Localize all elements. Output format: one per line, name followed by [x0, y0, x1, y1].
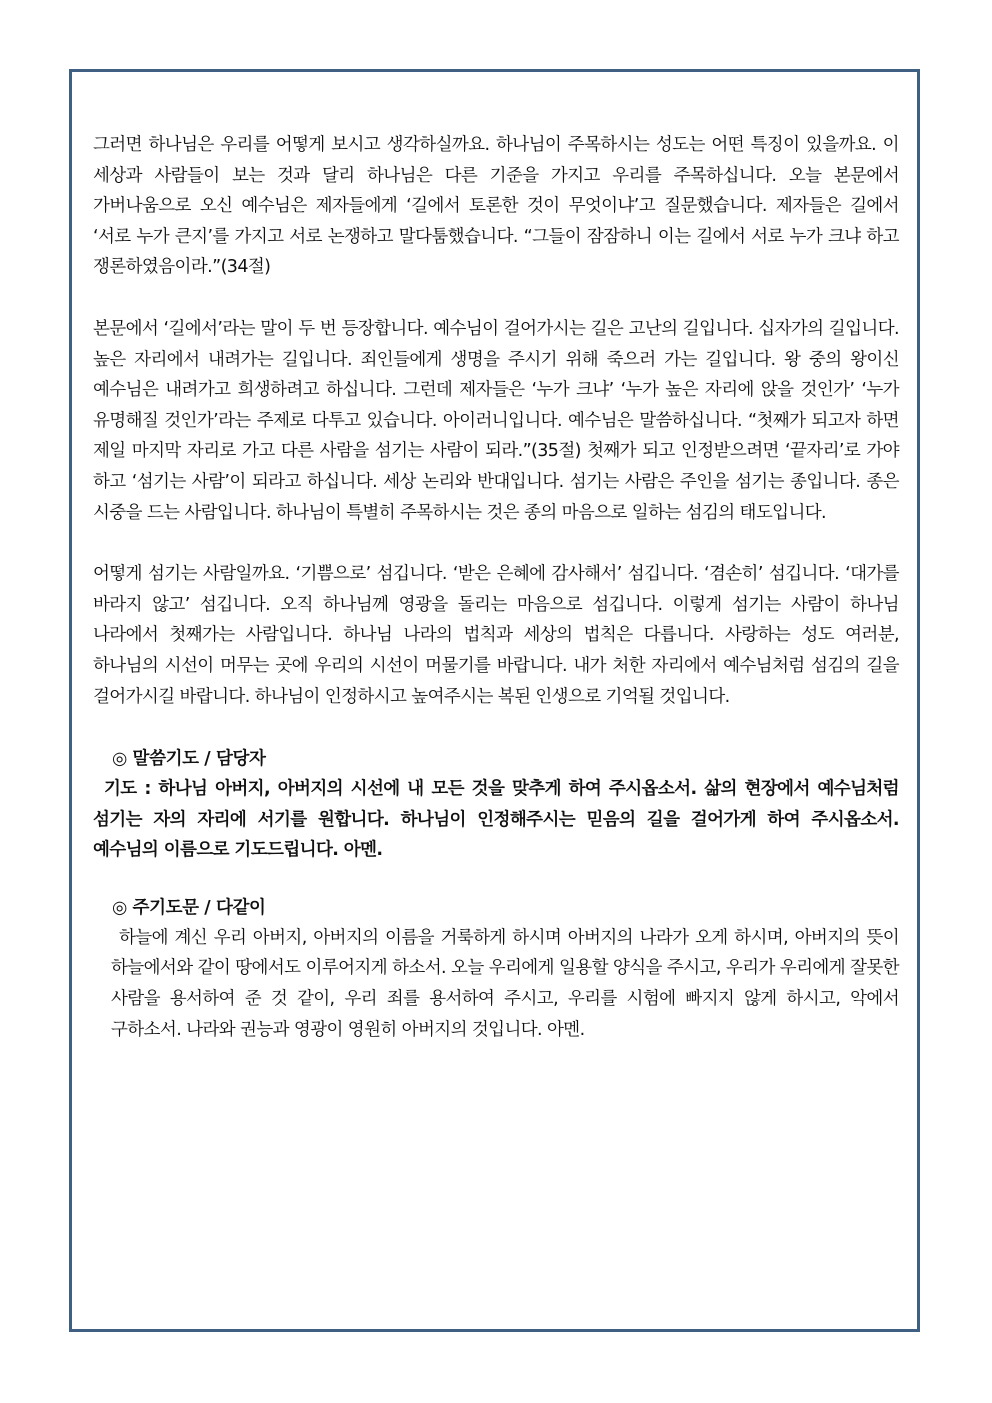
- prayer-title: ◎ 말씀기도 / 담당자: [112, 749, 266, 770]
- lords-prayer-section: [93, 893, 899, 1045]
- lords-prayer-title: ◎ 주기도문 / 다같이: [112, 897, 266, 918]
- prayer-section: [93, 744, 899, 866]
- document-body: [93, 130, 899, 1045]
- body-paragraph-2: 본문에서 ‘길에서’라는 말이 두 번 등장합니다. 예수님이 걸어가시는 길은 고난의 길입니다. 십자가의 길입니다. 높은 자리에서 내려가는 길입니다. 죄인들에게 생명을 주시기 위해 죽으러 가는 길입니다. 왕 중의 왕이신 예수님은 내려가고 희생하려고 하십니다. 그런데 제자들은 ‘누가 크냐’ ‘누가 높은 자리에 앉을 것인가’ ‘누가 유명해질 것인가’라는 주제로 다투고 있습니다. 아이러니입니다. 예수님은 말씀하십니다. “첫째가 되고자 하면 제일 마지막 자리로 가고 다른 사람을 섬기는 사람이 되라.”(35절) 첫째가 되고 인정받으려면 ‘끝자리’로 가야 하고 ‘섬기는 사람’이 되라고 하십니다. 세상 논리와 반대입니다. 섬기는 사람은 주인을 섬기는 종입니다. 종은 시중을 드는 사람입니다. 하나님이 특별히 주목하시는 것은 종의 마음으로 일하는 섬김의 태도입니다.: [93, 318, 899, 523]
- lords-prayer-text: 하늘에 계신 우리 아버지, 아버지의 이름을 거룩하게 하시며 아버지의 나라가 오게 하시며, 아버지의 뜻이 하늘에서와 같이 땅에서도 이루어지게 하소서. 오늘 우리에게 일용할 양식을 주시고, 우리가 우리에게 잘못한 사람을 용서하여 준 것 같이, 우리 죄를 용서하여 주시고, 우리를 시험에 빠지지 않게 하시고, 악에서 구하소서. 나라와 권능과 영광이 영원히 아버지의 것입니다. 아멘.: [111, 927, 899, 1040]
- body-paragraph-3: 어떻게 섬기는 사람일까요. ‘기쁨으로’ 섬깁니다. ‘받은 은혜에 감사해서’ 섬깁니다. ‘겸손히’ 섬깁니다. ‘대가를 바라지 않고’ 섬깁니다. 오직 하나님께 영광을 돌리는 마음으로 섬깁니다. 이렇게 섬기는 사람이 하나님 나라에서 첫째가는 사람입니다. 하나님 나라의 법칙과 세상의 법칙은 다릅니다. 사랑하는 성도 여러분, 하나님의 시선이 머무는 곳에 우리의 시선이 머물기를 바랍니다. 내가 처한 자리에서 예수님처럼 섬김의 길을 걸어가시길 바랍니다. 하나님이 인정하시고 높여주시는 복된 인생으로 기억될 것입니다.: [93, 564, 899, 707]
- body-paragraph-1: 그러면 하나님은 우리를 어떻게 보시고 생각하실까요. 하나님이 주목하시는 성도는 어떤 특징이 있을까요. 이 세상과 사람들이 보는 것과 달리 하나님은 다른 기준을 가지고 우리를 주목하십니다. 오늘 본문에서 가버나움으로 오신 예수님은 제자들에게 ‘길에서 토론한 것이 무엇이냐’고 질문했습니다. 제자들은 길에서 ‘서로 누가 큰지’를 가지고 서로 논쟁하고 말다툼했습니다. “그들이 잠잠하니 이는 길에서 서로 누가 크냐 하고 쟁론하였음이라.”(34절): [93, 135, 899, 278]
- prayer-text: 기도 : 하나님 아버지, 아버지의 시선에 내 모든 것을 맞추게 하여 주시옵소서. 삶의 현장에서 예수님처럼 섬기는 자의 자리에 서기를 원합니다. 하나님이 인정해주시는 믿음의 길을 걸어가게 하여 주시옵소서. 예수님의 이름으로 기도드립니다. 아멘.: [93, 779, 899, 861]
